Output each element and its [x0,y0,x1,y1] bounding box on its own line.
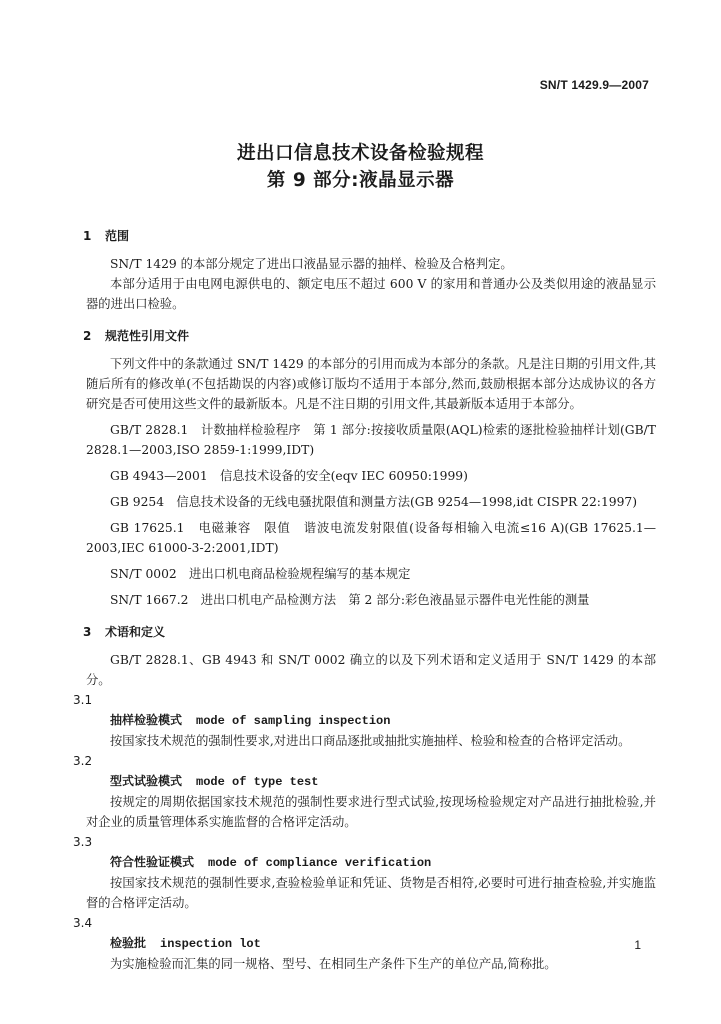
title-line-2: 第 9 部分:液晶显示器 [266,170,455,191]
term-definition: 为实施检验而汇集的同一规格、型号、在相同生产条件下生产的单位产品,简称批。 [110,957,557,971]
term-heading [110,933,656,954]
term-zh: 抽样检验模式 [110,713,183,727]
terms-intro: GB/T 2828.1、GB 4943 和 SN/T 0002 确立的以及下列术语和定义适用于 SN/T 1429 的本部分。 [86,653,656,687]
reference-item: GB 4943—2001 信息技术设备的安全(eqv IEC 60950:1999) [110,469,468,483]
page-number: 1 [634,938,641,952]
term-heading [110,710,656,731]
document-body [73,226,656,974]
section-2-number: 2 [83,329,92,343]
title-line-1: 进出口信息技术设备检验规程 [236,143,484,164]
section-2-heading [83,326,656,346]
scope-paragraph-2: 本部分适用于由电网电源供电的、额定电压不超过 600 V 的家用和普通办公及类似用途的液晶显示器的进出口检验。 [86,277,656,311]
references-intro: 下列文件中的条款通过 SN/T 1429 的本部分的引用而成为本部分的条款。凡是注日期的引用文件,其随后所有的修改单(不包括勘误的内容)或修订版均不适用于本部分,然而,鼓励根据本部分达成协议的各方研究是否可使用这些文件的最新版本。凡是不注日期的引用文件,其最新版本适用于本部分。 [86,357,656,411]
term-heading [110,771,656,792]
section-3-number: 3 [83,625,92,639]
term-definition: 按国家技术规范的强制性要求,对进出口商品逐批或抽批实施抽样、检验和检查的合格评定活动。 [110,734,631,748]
section-1-title: 范围 [105,229,130,243]
term-zh: 符合性验证模式 [110,855,195,869]
section-2-title: 规范性引用文件 [105,329,190,343]
section-1-heading [83,226,656,246]
term-number: 3.1 [73,693,93,707]
scope-paragraph-1: SN/T 1429 的本部分规定了进出口液晶显示器的抽样、检验及合格判定。 [110,257,513,271]
reference-item: GB 17625.1 电磁兼容 限值 谐波电流发射限值(设备每相输入电流≤16 A)(GB 17625.1—2003,IEC 61000-3-2:2001,IDT) [86,521,656,555]
term-zh: 检验批 [110,936,147,950]
reference-item: GB 9254 信息技术设备的无线电骚扰限值和测量方法(GB 9254—1998,idt CISPR 22:1997) [110,495,638,509]
standard-code: SN/T 1429.9—2007 [539,78,649,92]
term-en: mode of sampling inspection [196,714,391,728]
term-heading [110,852,656,873]
reference-item: SN/T 1667.2 进出口机电产品检测方法 第 2 部分:彩色液晶显示器件电光性能的测量 [110,593,590,607]
section-1-number: 1 [83,229,92,243]
term-number: 3.4 [73,916,93,930]
section-3-title: 术语和定义 [105,625,166,639]
reference-item: SN/T 0002 进出口机电商品检验规程编写的基本规定 [110,567,411,581]
document-title [0,140,721,194]
term-definition: 按国家技术规范的强制性要求,查验检验单证和凭证、货物是否相符,必要时可进行抽查检验,并实施监督的合格评定活动。 [86,876,656,910]
term-en: mode of compliance verification [208,856,432,870]
term-en: mode of type test [196,775,319,789]
term-number: 3.3 [73,835,93,849]
term-number: 3.2 [73,754,93,768]
term-zh: 型式试验模式 [110,774,183,788]
term-en: inspection lot [160,937,261,951]
section-3-heading [83,622,656,642]
reference-item: GB/T 2828.1 计数抽样检验程序 第 1 部分:按接收质量限(AQL)检索的逐批检验抽样计划(GB/T 2828.1—2003,ISO 2859-1:1999,IDT) [86,423,656,457]
term-definition: 按规定的周期依据国家技术规范的强制性要求进行型式试验,按现场检验规定对产品进行抽批检验,并对企业的质量管理体系实施监督的合格评定活动。 [86,795,656,829]
